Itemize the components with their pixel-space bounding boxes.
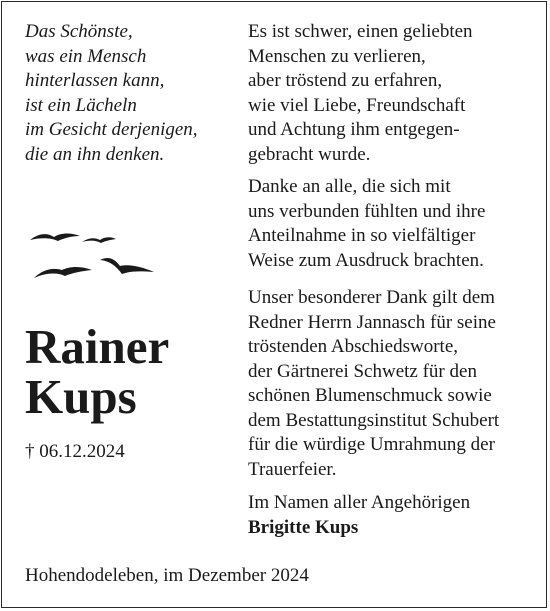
- quote-line: die an ihn denken.: [25, 143, 165, 165]
- text-line: uns verbunden fühlten und ihre: [248, 200, 486, 222]
- quote-line: Das Schönste,: [25, 21, 133, 42]
- first-name: Rainer: [25, 319, 170, 374]
- text-line: dem Bestattungsinstitut Schubert: [248, 409, 500, 431]
- text-line: Redner Herrn Jannasch für seine: [248, 311, 496, 333]
- text-line: wie viel Liebe, Freundschaft: [248, 94, 466, 116]
- memorial-quote: [25, 20, 198, 167]
- text-line: Danke an alle, die sich mit: [248, 176, 451, 197]
- paragraph-loss: [248, 20, 473, 167]
- paragraph-thanks: [248, 175, 485, 273]
- text-line: und Achtung ihm entgegen-: [248, 119, 460, 140]
- closing-line: Im Namen aller Angehörigen: [248, 492, 471, 513]
- cross-symbol: †: [25, 441, 35, 462]
- quote-line: im Gesicht derjenigen,: [25, 119, 198, 140]
- text-line: Es ist schwer, einen geliebten: [248, 21, 473, 42]
- death-date: 06.12.2024: [39, 441, 125, 462]
- text-line: Unser besonderer Dank gilt dem: [248, 287, 495, 308]
- text-line: der Gärtnerei Schwetz für den: [248, 360, 477, 382]
- signer-name: Brigitte Kups: [248, 516, 359, 538]
- text-line: schönen Blumenschmuck sowie: [248, 385, 492, 406]
- text-line: für die würdige Umrahmung der: [248, 434, 495, 455]
- paragraph-special-thanks: [248, 286, 499, 482]
- text-line: aber tröstend zu erfahren,: [248, 70, 443, 91]
- signature-block: [248, 491, 470, 540]
- text-line: Weise zum Ausdruck brachten.: [248, 249, 484, 271]
- death-date-line: [25, 440, 125, 464]
- birds-icon: [30, 230, 160, 285]
- last-name: Kups: [25, 369, 137, 424]
- quote-line: hinterlassen kann,: [25, 70, 165, 91]
- text-line: Anteilnahme in so vielfältiger: [248, 225, 476, 246]
- quote-line: ist ein Lächeln: [25, 94, 137, 116]
- text-line: tröstenden Abschiedsworte,: [248, 336, 459, 357]
- place-date: Hohendodeleben, im Dezember 2024: [25, 565, 309, 586]
- text-line: Trauerfeier.: [248, 458, 337, 480]
- deceased-name: [25, 319, 170, 424]
- quote-line: was ein Mensch: [25, 45, 147, 67]
- text-line: gebracht wurde.: [248, 143, 371, 165]
- text-line: Menschen zu verlieren,: [248, 45, 426, 67]
